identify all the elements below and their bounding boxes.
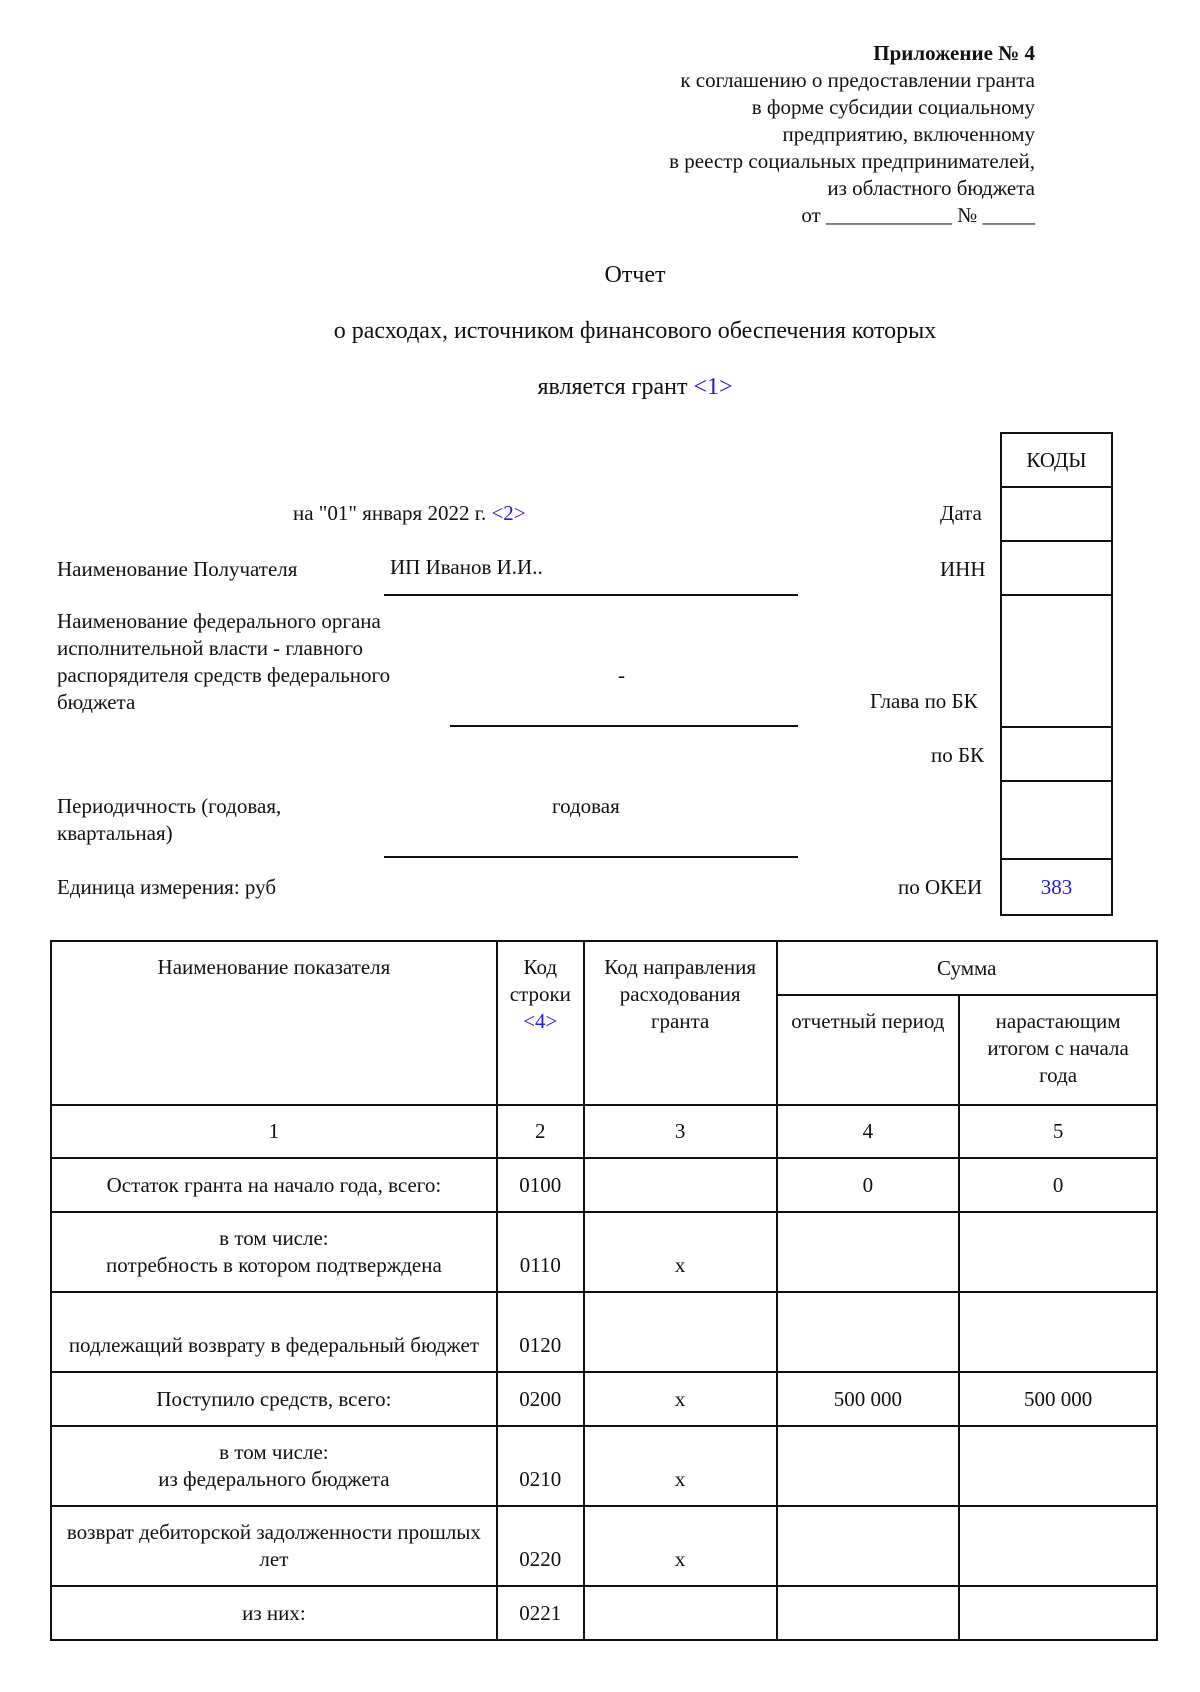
row-current-cell	[777, 1586, 960, 1640]
recipient-label: Наименование Получателя	[57, 557, 298, 581]
row-direction-cell	[584, 1586, 777, 1640]
federal-underline	[450, 725, 798, 727]
row-name-cell: в том числе: потребность в котором подтверждена	[51, 1212, 497, 1292]
row-direction-cell	[584, 1292, 777, 1372]
col-number: 2	[497, 1105, 584, 1158]
row-code-cell: 0100	[497, 1158, 584, 1212]
table-row	[51, 1212, 1157, 1292]
col-number: 5	[959, 1105, 1157, 1158]
period-underline	[384, 856, 798, 858]
col-number: 4	[777, 1105, 960, 1158]
table-row	[51, 1158, 1157, 1212]
code-cell-okei: 383	[1040, 874, 1073, 899]
row-current-cell	[777, 1212, 960, 1292]
row-current-cell: 0	[777, 1158, 960, 1212]
report-title: Отчет	[604, 262, 666, 288]
codes-box	[1000, 432, 1113, 916]
appendix-title: Приложение № 4	[873, 41, 1035, 65]
report-date	[293, 500, 526, 527]
row-cumulative-cell	[959, 1506, 1157, 1586]
table-row	[51, 1586, 1157, 1640]
col-number: 1	[51, 1105, 497, 1158]
row-code-cell: 0200	[497, 1372, 584, 1426]
row-cumulative-cell	[959, 1292, 1157, 1372]
row-current-cell: 500 000	[777, 1372, 960, 1426]
row-name-cell: из них:	[51, 1586, 497, 1640]
footnote-ref-1[interactable]: <1>	[693, 374, 733, 400]
row-current-cell	[777, 1426, 960, 1506]
row-direction-cell: x	[584, 1426, 777, 1506]
table-row	[51, 1292, 1157, 1372]
header-code-text: Код строки	[509, 955, 571, 1006]
code-cell-date	[1002, 488, 1111, 542]
row-code-cell: 0120	[497, 1292, 584, 1372]
row-name-cell: в том числе: из федерального бюджета	[51, 1426, 497, 1506]
federal-label: Наименование федерального органа исполнительной власти - главного распорядителя средств федерального бюджета	[57, 609, 391, 714]
report-table	[50, 940, 1158, 1641]
header-code	[497, 941, 584, 1105]
report-subtitle-2	[0, 374, 1200, 401]
row-cumulative-cell	[959, 1426, 1157, 1506]
row-code-cell: 0220	[497, 1506, 584, 1586]
row-direction-cell: x	[584, 1372, 777, 1426]
recipient-underline	[384, 594, 798, 596]
row-code-cell: 0210	[497, 1426, 584, 1506]
label-po-bk: по БК	[931, 743, 985, 767]
appendix-line: предприятию, включенному	[782, 122, 1035, 146]
code-cell-glava-bk	[1002, 596, 1111, 728]
footnote-ref-2[interactable]: <2>	[491, 501, 526, 525]
report-date-text: на "01" января 2022 г.	[293, 501, 487, 525]
row-name-cell: подлежащий возврату в федеральный бюджет	[51, 1292, 497, 1372]
code-cell-empty	[1002, 782, 1111, 860]
federal-value: -	[618, 663, 625, 687]
table-body	[51, 1158, 1157, 1640]
code-cell-inn	[1002, 542, 1111, 596]
row-code-cell: 0221	[497, 1586, 584, 1640]
row-cumulative-cell	[959, 1212, 1157, 1292]
row-direction-cell: x	[584, 1212, 777, 1292]
row-current-cell	[777, 1506, 960, 1586]
header-current: отчетный период	[777, 995, 960, 1105]
header-cumulative: нарастающим итогом с начала года	[959, 995, 1157, 1105]
report-subtitle-2-text: является грант	[537, 374, 688, 400]
code-cell-po-bk	[1002, 728, 1111, 782]
appendix-line: от ____________ № _____	[801, 203, 1035, 227]
row-current-cell	[777, 1292, 960, 1372]
appendix-block	[475, 40, 1035, 229]
header-name: Наименование показателя	[51, 941, 497, 1105]
appendix-line: из областного бюджета	[827, 176, 1035, 200]
table-row	[51, 1506, 1157, 1586]
row-cumulative-cell	[959, 1586, 1157, 1640]
row-direction-cell	[584, 1158, 777, 1212]
row-name-cell: возврат дебиторской задолженности прошлых лет	[51, 1506, 497, 1586]
row-code-cell: 0110	[497, 1212, 584, 1292]
appendix-line: к соглашению о предоставлении гранта	[680, 68, 1035, 92]
period-value: годовая	[552, 794, 620, 818]
label-inn: ИНН	[940, 557, 986, 581]
unit-label: Единица измерения: руб	[57, 875, 277, 899]
row-cumulative-cell: 0	[959, 1158, 1157, 1212]
appendix-line: в форме субсидии социальному	[751, 95, 1035, 119]
row-name-cell: Поступило средств, всего:	[51, 1372, 497, 1426]
label-glava-bk: Глава по БК	[870, 689, 978, 713]
row-name-cell: Остаток гранта на начало года, всего:	[51, 1158, 497, 1212]
codes-header: КОДЫ	[1002, 434, 1111, 488]
row-cumulative-cell: 500 000	[959, 1372, 1157, 1426]
label-po-okei: по ОКЕИ	[898, 875, 983, 899]
col-number: 3	[584, 1105, 777, 1158]
appendix-line: в реестр социальных предпринимателей,	[669, 149, 1035, 173]
header-direction: Код направления расходования гранта	[584, 941, 777, 1105]
table-row	[51, 1372, 1157, 1426]
period-label: Периодичность (годовая, квартальная)	[57, 794, 282, 845]
row-direction-cell: x	[584, 1506, 777, 1586]
footnote-ref-4[interactable]: <4>	[523, 1009, 558, 1033]
recipient-value: ИП Иванов И.И..	[390, 555, 543, 579]
table-row	[51, 1426, 1157, 1506]
report-subtitle-1: о расходах, источником финансового обеспечения которых	[333, 318, 937, 344]
label-date: Дата	[940, 501, 982, 525]
header-sum: Сумма	[777, 941, 1157, 995]
